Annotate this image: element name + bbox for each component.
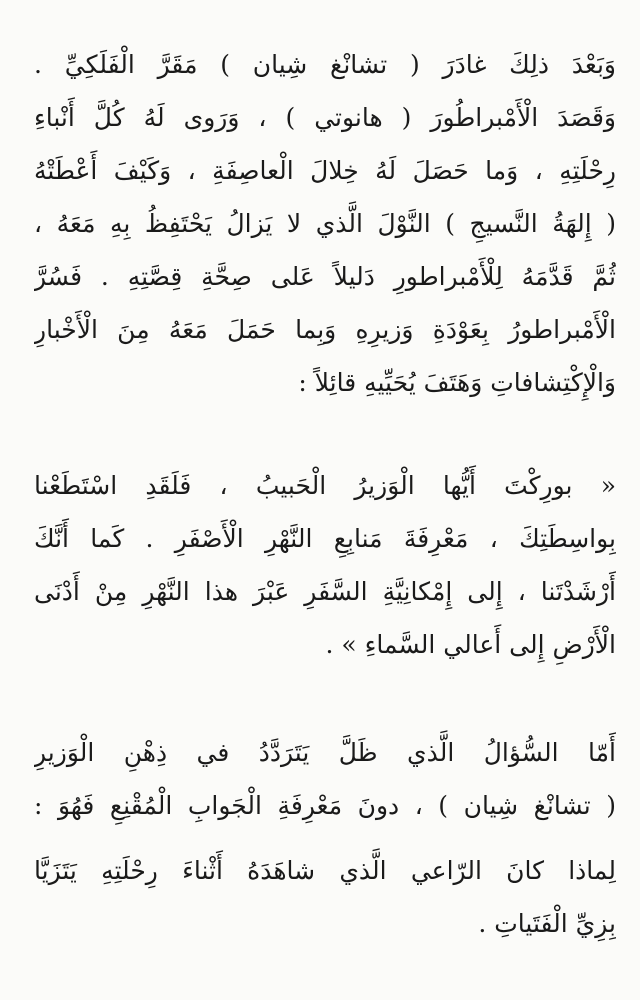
text-line: رِحْلَتِهِ ، وَما حَصَلَ لَهُ خِلالَ الْعاصِفَةِ ، وَكَيْفَ أَعْطَتْهُ: [34, 156, 616, 185]
text-line: أَرْشَدْتَنا ، إِلى إِمْكانِيَّةِ السَّفَرِ عَبْرَ هذا النَّهْرِ مِنْ أَدْنَى: [34, 577, 616, 606]
text-line: وَالْإِكْتِشافاتِ وَهَتَفَ يُحَيِّيهِ قائِلاً :: [298, 368, 616, 397]
text-line: وَقَصَدَ الْأَمْبراطُورَ ( هانوتي ) ، وَرَوى لَهُ كُلَّ أَنْباءِ: [34, 103, 616, 132]
text-line: بِزِيِّ الْفَتَياتِ .: [478, 909, 616, 938]
paragraph-2-quote: [34, 459, 616, 671]
text-line: ثُمَّ قَدَّمَهُ لِلْأَمْبراطورِ دَليلاً عَلى صِحَّةِ قِصَّتِهِ . فَسُرَّ: [34, 262, 616, 291]
text-line: لِماذا كانَ الرّاعي الَّذي شاهَدَهُ أَثْناءَ رِحْلَتِهِ يَتَزَيَّا: [34, 856, 616, 885]
paragraph-1: [34, 38, 616, 409]
text-line: ( إِلهَةُ النَّسيجِ ) النَّوْلَ الَّذي لا يَزالُ يَحْتَفِظُ بِهِ مَعَهُ ،: [34, 209, 616, 238]
text-line: ( تشانْغ شِيان ) ، دونَ مَعْرِفَةِ الْجَوابِ الْمُقْنِعِ فَهُوَ :: [34, 791, 616, 820]
text-line: أَمّا السُّؤالُ الَّذي ظَلَّ يَتَرَدَّدُ في ذِهْنِ الْوَزيرِ: [34, 738, 616, 767]
paragraph-4: [34, 844, 616, 950]
text-line: الْأَرْضِ إِلى أَعالي السَّماءِ » .: [325, 630, 616, 659]
text-line: وَبَعْدَ ذلِكَ غادَرَ ( تشانْغ شِيان ) مَقَرَّ الْفَلَكِيِّ .: [34, 50, 616, 79]
text-line: بِواسِطَتِكَ ، مَعْرِفَةَ مَنابِعِ النَّهْرِ الْأَصْفَرِ . كَما أَنَّكَ: [34, 524, 616, 553]
text-line: « بورِكْتَ أَيُّها الْوَزيرُ الْحَبيبُ ، فَلَقَدِ اسْتَطَعْنا: [34, 471, 616, 500]
paragraph-3: [34, 726, 616, 832]
text-line: الْأَمْبراطورُ بِعَوْدَةِ وَزيرِهِ وَبِما حَمَلَ مَعَهُ مِنَ الْأَخْبارِ: [34, 315, 616, 344]
